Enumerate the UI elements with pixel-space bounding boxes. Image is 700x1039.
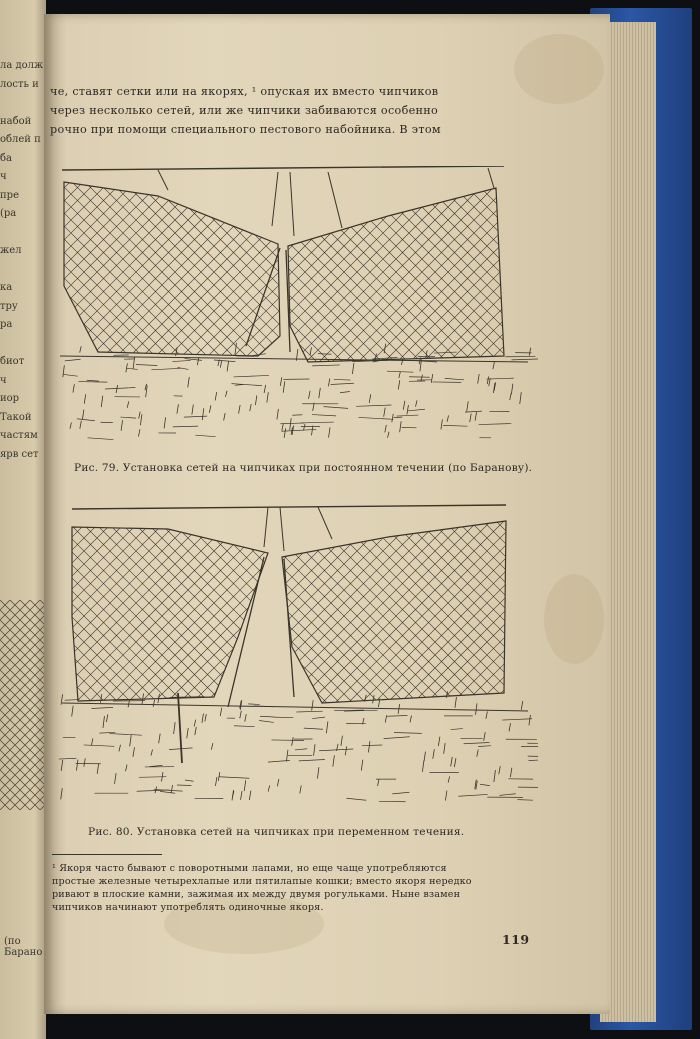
left-page-text-line [0, 227, 43, 246]
footnote-line: ривают в плоские камни, зажимая их между двумя рогульками. Ныне взамен [52, 889, 461, 900]
footnote [52, 862, 560, 914]
left-page-text-line: ярв сет [0, 448, 39, 460]
body-line: через несколько сетей, или же чипчики забиваются особенно [50, 104, 439, 117]
figure-80-caption: Рис. 80. Установка сетей на чипчиках при переменном течения. [88, 826, 465, 838]
body-paragraph [50, 82, 590, 139]
left-page-text-line: тру [0, 300, 18, 312]
left-page-fragment [0, 0, 46, 1039]
left-page-text-line: облей п [0, 134, 41, 145]
left-page-text-line: иор [0, 393, 20, 404]
footnote-line: простые железные четырехлапые или пятилапые кошки; вместо якоря нередко [52, 876, 472, 887]
footnote-rule [52, 854, 162, 855]
left-page-net-illustration [0, 600, 46, 810]
left-page-text-line [0, 264, 43, 283]
figure-79-net-illustration [58, 166, 538, 442]
body-line: че, ставят сетки или на якорях, ¹ опуская их вместо чипчиков [50, 85, 439, 98]
left-page-text-line: ба [0, 152, 12, 164]
page-number: 119 [502, 932, 530, 947]
footnote-line: ¹ Якоря часто бывают с поворотными лапами, но еще чаще употребляются [52, 863, 447, 874]
left-page-text-line: биот [0, 356, 25, 367]
left-page-text-line: ка [0, 282, 13, 293]
figure-79-caption: Рис. 79. Установка сетей на чипчиках при постоянном течении (по Баранову). [74, 462, 533, 474]
left-page-bottom-fragment: (по Барано [4, 936, 43, 958]
left-page-text-line: ч [0, 171, 7, 182]
left-page-text [0, 60, 43, 467]
body-line: рочно при помощи специального пестового набойника. В этом [50, 123, 441, 136]
left-page-text-line: (ра [0, 208, 17, 219]
left-page-text-line: частям [0, 430, 38, 441]
left-page-text-line: лость и [0, 78, 39, 90]
left-page-text-line: ра [0, 319, 13, 330]
book-page [44, 14, 610, 1014]
left-page-text-line: пре [0, 189, 19, 201]
left-page-text-line: ла долж [0, 60, 44, 71]
figure-80-net-illustration [58, 497, 538, 807]
left-page-text-line: ч [0, 374, 7, 386]
left-page-text-line [0, 338, 43, 357]
left-page-text-line: набой [0, 115, 32, 127]
left-page-text-line: жел [0, 245, 22, 256]
footnote-line: чипчиков начинают употреблять одиночные якоря. [52, 902, 324, 913]
left-page-text-line [0, 97, 43, 116]
left-page-text-line: Такой [0, 411, 32, 423]
